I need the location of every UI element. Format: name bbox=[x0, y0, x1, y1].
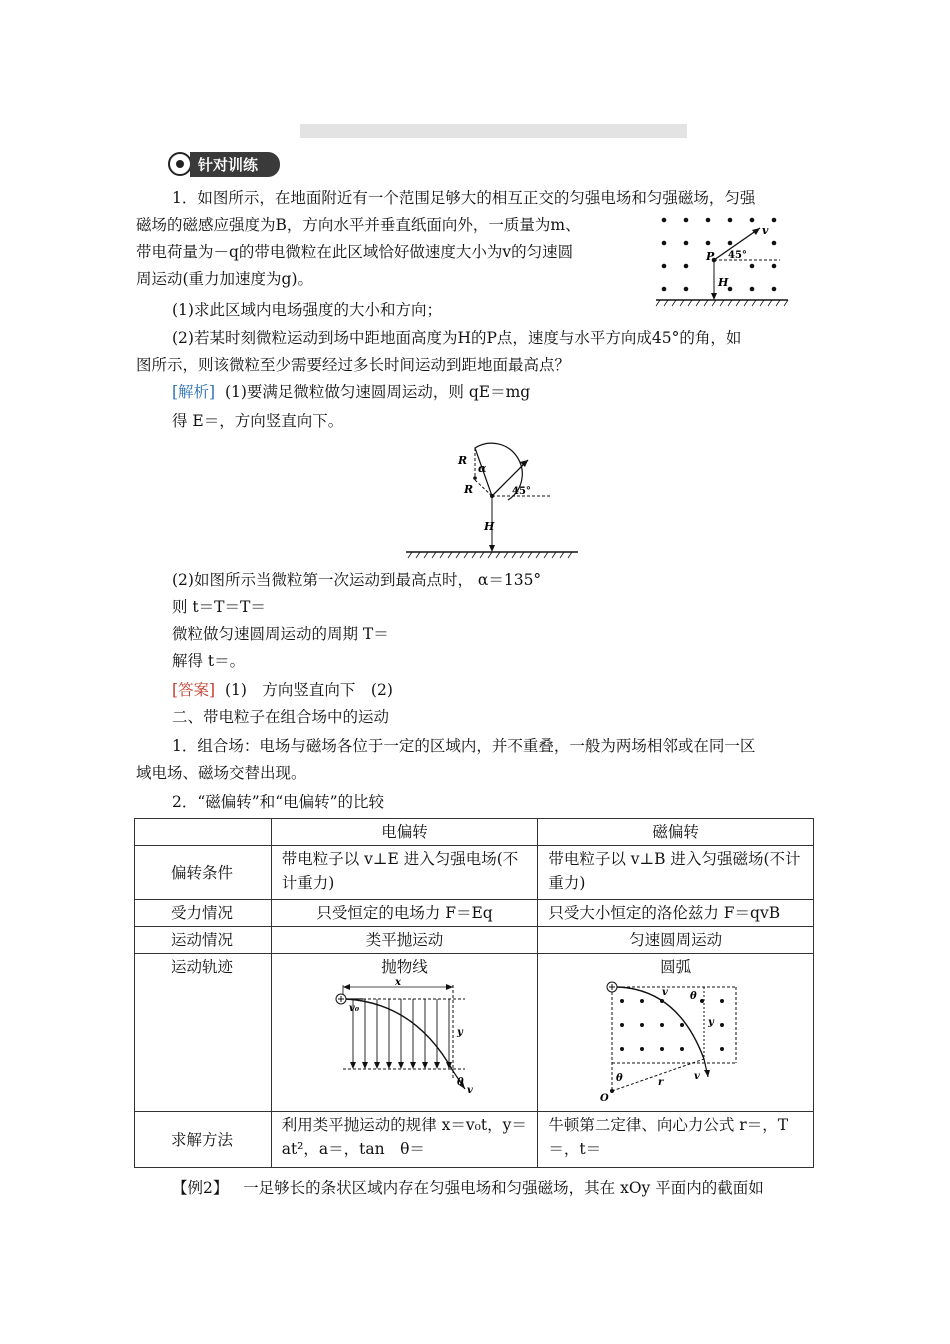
section2-p1a: 1．组合场：电场与磁场各位于一定的区域内，并不重叠，一般为两场相邻或在同一区 bbox=[172, 737, 756, 755]
analysis-a5: 微粒做匀速圆周运动的周期 T＝ bbox=[172, 625, 389, 643]
mfig-v2-label: v bbox=[693, 1071, 700, 1082]
mfig-y-label: y bbox=[707, 1017, 714, 1028]
table-row bbox=[135, 846, 814, 900]
row-label: 运动情况 bbox=[135, 927, 272, 954]
problem1-line2: 磁场的磁感应强度为B，方向水平并垂直纸面向外，一质量为m、 bbox=[136, 216, 581, 234]
fig2-angle-label: 45° bbox=[512, 486, 531, 497]
analysis-a3: (2)如图所示当微粒第一次运动到最高点时， α＝135° bbox=[172, 571, 542, 589]
problem1-intro: 1．如图所示，在地面附近有一个范围足够大的相互正交的匀强电场和匀强磁场，匀强 bbox=[172, 189, 756, 207]
mfig-theta2-label: θ bbox=[615, 1073, 623, 1084]
parabola-figure bbox=[325, 979, 485, 1095]
field-figure bbox=[652, 212, 792, 308]
row-label: 偏转条件 bbox=[135, 846, 272, 900]
fig2-alpha-label: α bbox=[478, 462, 487, 475]
answer-tag: [答案] bbox=[172, 681, 216, 699]
fig1-p-label: P bbox=[706, 250, 715, 263]
analysis-line1 bbox=[172, 382, 530, 402]
comparison-table bbox=[134, 818, 814, 1168]
efig-v-label: v bbox=[466, 1085, 473, 1095]
mfig-v1-label: v bbox=[661, 987, 668, 998]
problem1-q1: (1)求此区域内电场强度的大小和方向； bbox=[172, 301, 442, 319]
magnetic-cell: 匀速圆周运动 bbox=[538, 927, 814, 954]
section2-p1b: 域电场、磁场交替出现。 bbox=[136, 764, 307, 782]
table-row bbox=[135, 900, 814, 927]
example2-line bbox=[172, 1178, 764, 1198]
table-row bbox=[135, 1112, 814, 1168]
row-label: 运动轨迹 bbox=[135, 954, 272, 1112]
section2-title: 二、带电粒子在组合场中的运动 bbox=[172, 708, 390, 726]
table-header-row bbox=[135, 819, 814, 846]
electric-cell: 只受恒定的电场力 F＝Eq bbox=[271, 900, 538, 927]
row-label: 求解方法 bbox=[135, 1112, 272, 1168]
section2-p2: 2．“磁偏转”和“电偏转”的比较 bbox=[172, 793, 385, 811]
mfig-o-label: O bbox=[599, 1093, 609, 1103]
section-badge-label: 针对训练 bbox=[190, 152, 280, 177]
problem1-q2a: (2)若某时刻微粒运动到场中距地面高度为H的P点，速度与水平方向成45°的角，如 bbox=[172, 329, 742, 347]
example2-tag: 【例2】 bbox=[172, 1179, 229, 1197]
row-label: 受力情况 bbox=[135, 900, 272, 927]
problem1-q2b: 图所示，则该微粒至少需要经过多长时间运动到距地面最高点？ bbox=[136, 356, 571, 374]
table-row bbox=[135, 927, 814, 954]
analysis-a1: (1)要满足微粒做匀速圆周运动，则 qE＝mg bbox=[224, 383, 531, 401]
problem1-line3: 带电荷量为－q的带电微粒在此区域恰好做速度大小为v的匀速圆 bbox=[136, 243, 574, 261]
efig-theta-label: θ bbox=[456, 1077, 464, 1088]
answer-text: (1) 方向竖直向下 (2) bbox=[224, 681, 393, 699]
fig1-v-label: v bbox=[762, 224, 769, 237]
header-bar bbox=[300, 124, 687, 138]
electric-cell: 类平抛运动 bbox=[271, 927, 538, 954]
analysis-a6: 解得 t＝。 bbox=[172, 652, 246, 670]
analysis-tag: [解析] bbox=[172, 383, 216, 401]
table-header-cell bbox=[135, 819, 272, 846]
efig-y-label: y bbox=[456, 1027, 463, 1038]
analysis-a4: 则 t＝T＝T＝ bbox=[172, 598, 266, 616]
section-badge bbox=[168, 151, 280, 177]
mfig-r-label: r bbox=[657, 1077, 663, 1088]
fig1-angle-label: 45° bbox=[728, 250, 747, 261]
magnetic-cell: 只受大小恒定的洛伦兹力 F＝qvB bbox=[538, 900, 814, 927]
magnetic-cell: 带电粒子以 v⊥B 进入匀强磁场(不计重力) bbox=[538, 846, 814, 900]
electric-cell: 利用类平抛运动的规律 x＝v₀t，y＝at²，a＝，tan θ＝ bbox=[271, 1112, 538, 1168]
fig2-r2-label: R bbox=[464, 483, 474, 496]
magnetic-trajectory-cell bbox=[538, 954, 814, 1112]
mfig-theta1-label: θ bbox=[689, 991, 697, 1002]
efig-v0-label: v₀ bbox=[348, 1003, 359, 1014]
table-header-cell: 磁偏转 bbox=[538, 819, 814, 846]
electric-trajectory-cell bbox=[271, 954, 538, 1112]
fig2-r1-label: R bbox=[458, 454, 468, 467]
arc-figure bbox=[596, 979, 756, 1103]
analysis-a2: 得 E＝，方向竖直向下。 bbox=[172, 412, 344, 430]
target-icon bbox=[168, 152, 192, 176]
magnetic-trajectory-label: 圆弧 bbox=[660, 958, 692, 976]
electric-cell: 带电粒子以 v⊥E 进入匀强电场(不计重力) bbox=[271, 846, 538, 900]
answer-line bbox=[172, 680, 393, 700]
efig-x-label: x bbox=[394, 979, 401, 988]
magnetic-cell: 牛顿第二定律、向心力公式 r＝，T＝，t＝ bbox=[538, 1112, 814, 1168]
trajectory-figure bbox=[400, 440, 584, 564]
table-header-cell: 电偏转 bbox=[271, 819, 538, 846]
example2-text: 一足够长的条状区域内存在匀强电场和匀强磁场，其在 xOy 平面内的截面如 bbox=[243, 1179, 764, 1197]
fig1-h-label: H bbox=[718, 276, 729, 289]
problem1-line4: 周运动(重力加速度为g)。 bbox=[136, 270, 314, 288]
table-row bbox=[135, 954, 814, 1112]
electric-trajectory-label: 抛物线 bbox=[381, 958, 428, 976]
fig2-h-label: H bbox=[484, 520, 495, 533]
